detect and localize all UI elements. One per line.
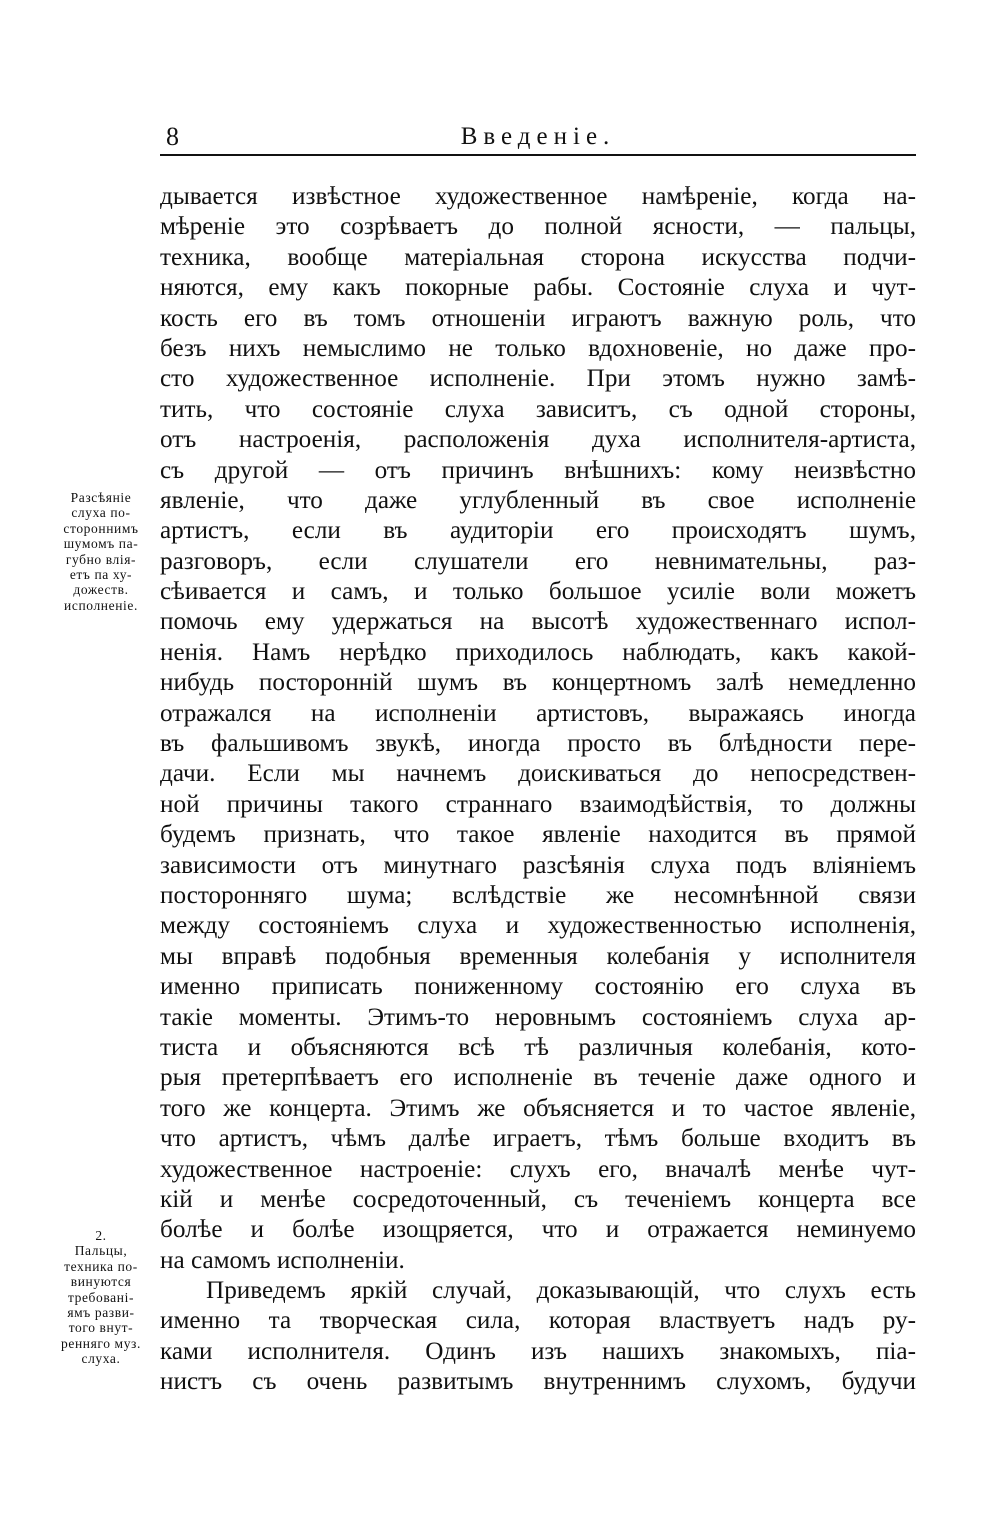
text-line: дачи. Если мы начнемъ доискиваться до непосредствен- [160,760,916,788]
margin-note-line: ренняго муз. [61,1335,141,1351]
text-line: кій и менѣе сосредоточенный, съ теченіемъ концерта все [160,1185,916,1213]
margin-note-line: шумомъ па- [63,536,139,552]
text-line: помочь ему удержаться на высотѣ художественнаго испол- [160,608,916,636]
margin-note-line: исполненіе. [64,597,138,613]
text-line: отражался на исполненіи артистовъ, выражаясь иногда [160,699,916,727]
text-line: тить, что состояніе слуха зависитъ, съ одной стороны, [160,395,916,423]
text-line: тиста и объясняются всѣ тѣ различныя колебанія, кото- [160,1033,916,1061]
text-line: мѣреніе это созрѣваетъ до полной ясности, — пальцы, [160,213,916,241]
text-line: нистъ съ очень развитымъ внутреннимъ слухомъ, будучи [160,1368,916,1396]
text-line: болѣе и болѣе изощряется, что и отражается неминуемо [160,1216,916,1244]
page-number: 8 [166,122,179,151]
margin-note-distraction [46,490,156,613]
text-line: рыя претерпѣваетъ его исполненіе въ теченіе даже одного и [160,1064,916,1092]
text-line: зависимости отъ минутнаго разсѣянія слуха подъ вліяніемъ [160,851,916,879]
margin-note-line: слуха. [81,1351,121,1367]
text-line: кость его въ томъ отношеніи играютъ важную роль, что [160,304,916,332]
text-line: дывается извѣстное художественное намѣреніе, когда на- [160,183,916,210]
running-title: Введеніе. [460,123,616,150]
text-line: такіе моменты. Этимъ-то неровнымъ состояніемъ слуха ар- [160,1003,916,1031]
text-line: именно та творческая сила, которая властвуетъ надъ ру- [160,1307,916,1335]
text-line: что артистъ, чѣмъ далѣе играетъ, тѣмъ больше входитъ въ [160,1125,916,1153]
margin-note-line: 2. [95,1228,107,1243]
margin-note-line: требовані- [67,1289,135,1305]
margin-note-fingers-technique [46,1228,156,1367]
text-line: сѣивается и самъ, и только большое усиліе воли можетъ [160,578,916,606]
body-text [160,182,916,1398]
text-line: ненія. Намъ нерѣдко приходилось наблюдать, какъ какой- [160,638,916,666]
margin-note-line: стороннимъ [63,520,139,536]
page-header [160,118,916,154]
margin-note-line: дожеств. [73,582,129,598]
margin-note-line: губно влія- [65,551,137,567]
margin-note-line: етъ па ху- [69,567,133,583]
paragraph-end-line: на самомъ исполненіи. [160,1246,405,1274]
text-line: няются, ему какъ покорные рабы. Состояніе слуха и чут- [160,274,916,302]
text-line: съ другой — отъ причинъ внѣшнихъ: кому неизвѣстно [160,456,916,484]
header-rule [160,154,916,156]
text-line: именно приписать пониженному состоянію его слуха въ [160,973,916,1001]
text-line: между состояніемъ слуха и художественностью исполненія, [160,912,916,940]
margin-note-line: слуха по- [71,505,131,521]
margin-note-line: Разсѣяніе [70,490,132,505]
paragraph-start-line: Приведемъ яркій случай, доказывающій, что слухъ есть [206,1277,916,1305]
text-line: безъ нихъ немыслимо не только вдохновеніе, но даже про- [160,334,916,362]
text-line: разговоръ, если слушатели его невнимательны, раз- [160,547,916,575]
text-line: техника, вообще матеріальная сторона искусства подчи- [160,243,916,271]
margin-note-line: того внут- [68,1320,134,1336]
text-line: ками исполнителя. Одинъ изъ нашихъ знакомыхъ, піа- [160,1337,916,1365]
margin-note-line: техника по- [64,1258,138,1274]
text-line: ной причины такого страннаго взаимодѣйствія, то должны [160,790,916,818]
text-line: отъ настроенія, расположенія духа исполнителя-артиста, [160,426,916,454]
text-line: посторонняго шума; вслѣдствіе же несомнѣнной связи [160,881,916,909]
margin-note-line: винуются [70,1274,132,1290]
margin-note-line: Пальцы, [74,1243,128,1259]
text-line: артистъ, если въ аудиторіи его происходятъ шумъ, [160,517,916,545]
text-line: мы вправѣ подобныя временныя колебанія у исполнителя [160,942,916,970]
text-line: будемъ признать, что такое явленіе находится въ прямой [160,821,916,849]
text-line: нибудь посторонній шумъ въ концертномъ залѣ немедленно [160,669,916,697]
margin-note-line: ямъ разви- [67,1305,135,1321]
text-line: явленіе, что даже углубленный въ свое исполненіе [160,486,916,514]
text-line: художественное настроеніе: слухъ его, вначалѣ менѣе чут- [160,1155,916,1183]
text-line: того же концерта. Этимъ же объясняется и то частое явленіе, [160,1094,916,1122]
text-line: въ фальшивомъ звукѣ, иногда просто въ блѣдности пере- [160,730,916,758]
text-line: сто художественное исполненіе. При этомъ нужно замѣ- [160,365,916,393]
